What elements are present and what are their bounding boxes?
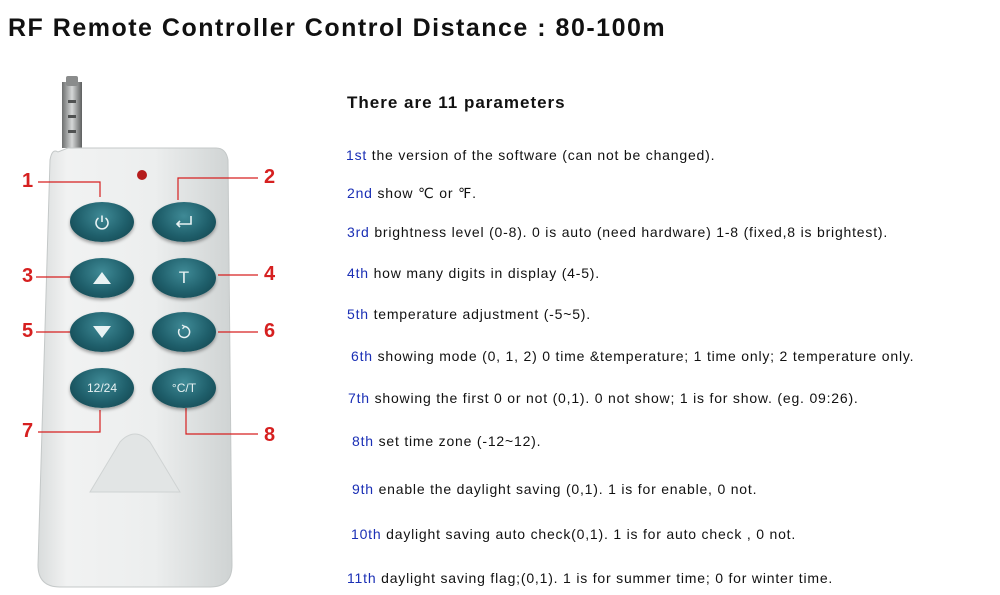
- param-ordinal: 2nd: [347, 185, 373, 201]
- down-triangle-icon: [92, 324, 112, 340]
- param-text: set time zone (-12~12).: [373, 433, 542, 449]
- param-5: [347, 306, 591, 322]
- enter-icon: [173, 214, 195, 230]
- t-label: T: [178, 268, 190, 287]
- page-title: RF Remote Controller Control Distance : 80-100m: [8, 14, 667, 42]
- param-text: daylight saving flag;(0,1). 1 is for summer time; 0 for winter time.: [376, 570, 834, 586]
- param-8: [352, 433, 541, 449]
- callout-8: 8: [264, 424, 276, 446]
- callout-2: 2: [264, 166, 276, 188]
- param-text: the version of the software (can not be changed).: [367, 147, 716, 163]
- param-ordinal: 4th: [347, 265, 369, 281]
- param-ordinal: 5th: [347, 306, 369, 322]
- param-10: [351, 526, 796, 542]
- remote-illustration: [0, 60, 320, 595]
- power-icon: [93, 213, 111, 231]
- param-ordinal: 10th: [351, 526, 382, 542]
- param-text: temperature adjustment (-5~5).: [368, 306, 591, 322]
- param-text: enable the daylight saving (0,1). 1 is for enable, 0 not.: [373, 481, 758, 497]
- param-text: show ℃ or ℉.: [372, 185, 477, 201]
- callout-1: 1: [22, 170, 34, 192]
- param-9: [352, 481, 757, 497]
- callout-4: 4: [264, 263, 276, 285]
- param-text: showing mode (0, 1, 2) 0 time &temperature; 1 time only; 2 temperature only.: [372, 348, 915, 364]
- parameters-heading: There are 11 parameters: [347, 93, 566, 112]
- power-button[interactable]: [70, 202, 134, 242]
- refresh-button[interactable]: [152, 312, 216, 352]
- param-ordinal: 6th: [351, 348, 373, 364]
- param-ordinal: 9th: [352, 481, 374, 497]
- mode-label: 12/24: [86, 381, 118, 395]
- param-text: showing the first 0 or not (0,1). 0 not show; 1 is for show. (eg. 09:26).: [369, 390, 859, 406]
- callout-3: 3: [22, 265, 34, 287]
- callout-7: 7: [22, 420, 34, 442]
- enter-button[interactable]: [152, 202, 216, 242]
- param-ordinal: 8th: [352, 433, 374, 449]
- antenna: [62, 76, 82, 148]
- refresh-icon: [176, 324, 192, 340]
- param-7: [348, 390, 859, 406]
- param-text: daylight saving auto check(0,1). 1 is for auto check , 0 not.: [381, 526, 797, 542]
- param-text: brightness level (0-8). 0 is auto (need hardware) 1-8 (fixed,8 is brightest).: [369, 224, 889, 240]
- param-4: [347, 265, 600, 281]
- param-1: [346, 147, 715, 163]
- up-triangle-icon: [92, 270, 112, 286]
- param-3: [347, 224, 888, 240]
- callout-5: 5: [22, 320, 34, 342]
- param-text: how many digits in display (4-5).: [368, 265, 600, 281]
- callout-6: 6: [264, 320, 276, 342]
- unit-label: °C/T: [171, 381, 197, 395]
- unit-toggle-button[interactable]: [152, 368, 216, 408]
- param-2: [347, 185, 477, 202]
- param-6: [351, 348, 914, 364]
- param-ordinal: 3rd: [347, 224, 370, 240]
- down-button[interactable]: [70, 312, 134, 352]
- led-indicator: [137, 170, 147, 180]
- param-ordinal: 1st: [346, 147, 368, 163]
- t-button[interactable]: [152, 258, 216, 298]
- param-ordinal: 7th: [348, 390, 370, 406]
- param-11: [347, 570, 833, 586]
- up-button[interactable]: [70, 258, 134, 298]
- mode-12-24-button[interactable]: [70, 368, 134, 408]
- param-ordinal: 11th: [347, 570, 377, 586]
